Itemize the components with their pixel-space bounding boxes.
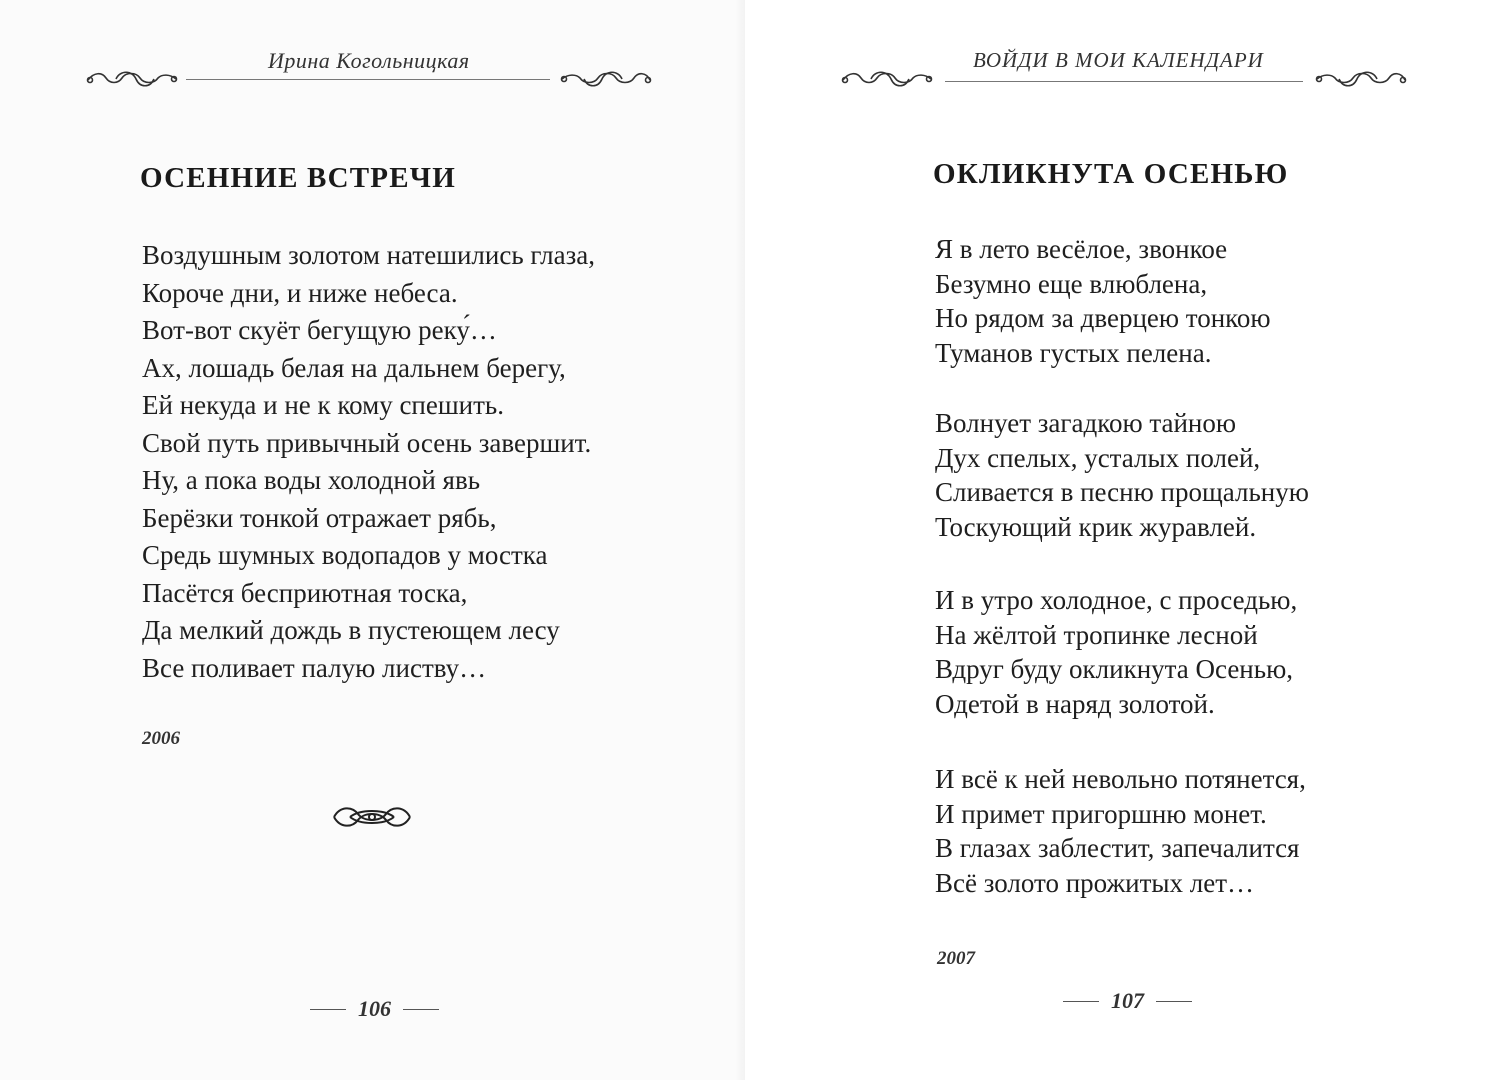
poem-line: Сливается в песню прощальную [935,477,1309,507]
stanza [935,406,1309,544]
poem-line: Воздушным золотом натешились глаза, [142,240,595,270]
poem-line: В глазах заблестит, запечалится [935,833,1300,863]
stanza [935,762,1306,900]
vignette-ornament-icon [330,800,414,838]
poem-line: Вдруг буду окликнута Осенью, [935,654,1293,684]
folio-dash [1156,1001,1192,1002]
page-number [310,996,439,1022]
page-number-text: 106 [358,996,391,1021]
poem-body [142,237,595,687]
scroll-flourish-icon [86,66,178,96]
poem-line: Вот-вот скуёт бегущую реку́… [142,315,497,345]
scroll-flourish-icon [1315,66,1407,96]
poem-line: И примет пригоршню монет. [935,798,1267,829]
folio-dash [1063,1001,1099,1002]
poem-line: Средь шумных водопадов у мостка [142,540,548,570]
poem-line: На жёлтой тропинке лесной [935,619,1258,650]
poem-line: Короче дни, и ниже небеса. [142,277,458,308]
scroll-flourish-icon [560,66,652,96]
poem-line: Ей некуда и не к кому спешить. [142,390,504,420]
poem-line: Тоскующий крик журавлей. [935,511,1257,542]
poem-line: Туманов густых пелена. [935,337,1212,368]
poem-title: ОКЛИКНУТА ОСЕНЬЮ [933,158,1289,190]
poem-line: Свой путь привычный осень завершит. [142,427,592,458]
folio-dash [310,1009,346,1010]
poem-line: Да мелкий дождь в пустеющем лесу [142,615,560,645]
stanza [935,232,1271,370]
poem-line: И всё к ней невольно потянется, [935,764,1306,794]
poem-line: И в утро холодное, с проседью, [935,585,1298,615]
page-number [1063,988,1192,1014]
poem-line: Одетой в наряд золотой. [935,688,1215,719]
folio-dash [403,1009,439,1010]
poem-line: Ну, а пока воды холодной явь [142,465,481,495]
running-head-book-title: ВОЙДИ В МОИ КАЛЕНДАРИ [973,48,1264,72]
page-number-text: 107 [1111,988,1144,1013]
poem-line: Дух спелых, усталых полей, [935,442,1261,473]
poem-line: Безумно еще влюблена, [935,268,1208,299]
poem-title: ОСЕННИЕ ВСТРЕЧИ [140,162,456,194]
poem-line: Ах, лошадь белая на дальнем берегу, [142,352,566,383]
poem-line: Волнует загадкою тайною [935,408,1237,438]
poem-year: 2007 [937,948,975,969]
poem-line: Все поливает палую листву… [142,652,487,683]
poem-line: Я в лето весёлое, звонкое [935,234,1228,264]
right-page [745,0,1490,1080]
poem-line: Пасётся бесприютная тоска, [142,577,468,608]
stanza [935,583,1297,721]
poem-line: Берёзки тонкой отражает рябь, [142,502,497,533]
header-rule [945,81,1303,82]
scroll-flourish-icon [841,66,933,96]
header-rule [186,79,550,80]
poem-line: Всё золото прожитых лет… [935,867,1255,898]
poem-line: Но рядом за дверцею тонкою [935,303,1271,333]
poem-year: 2006 [142,728,180,749]
running-head-author: Ирина Когольницкая [268,48,470,73]
